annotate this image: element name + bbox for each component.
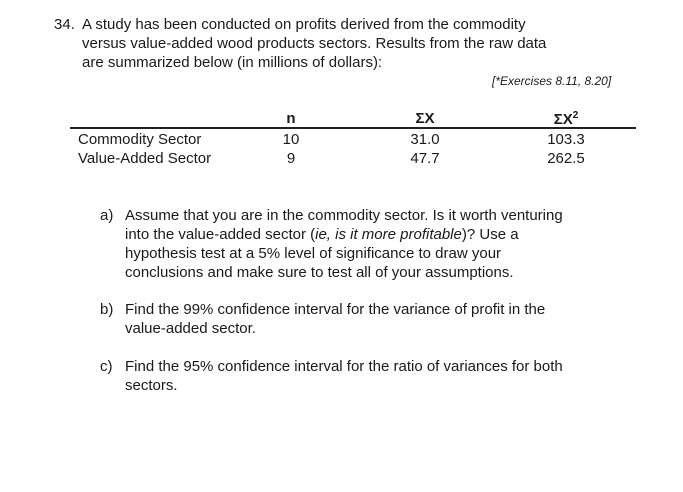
header-sum-x-squared-base: ΣX (553, 111, 573, 128)
table-header-rule (70, 127, 636, 129)
stem-line-1: A study has been conducted on profits derived from the commodity (82, 16, 526, 33)
cell-value-added-n: 9 (286, 150, 296, 167)
header-sum-x-squared (536, 110, 596, 128)
part-b-text (125, 300, 640, 338)
row-label-value-added: Value-Added Sector (78, 150, 212, 167)
header-sum-x-squared-exponent: 2 (572, 110, 579, 121)
row-label-commodity: Commodity Sector (78, 131, 202, 148)
cell-commodity-sum-x2: 103.3 (547, 131, 585, 148)
part-a-line-1: Assume that you are in the commodity sector. Is it worth venturing (125, 207, 563, 224)
part-b-letter: b) (100, 301, 114, 318)
part-a-line-4: conclusions and make sure to test all of your assumptions. (125, 264, 514, 281)
part-a-line-2-pre: into the value-added sector ( (125, 226, 316, 243)
question-number: 34. (54, 16, 75, 33)
part-b-line-1: Find the 99% confidence interval for the variance of profit in the (125, 301, 546, 318)
part-c-line-2: sectors. (125, 377, 178, 394)
part-a-line-2-italic: ie, is it more profitable (315, 226, 462, 243)
part-a-line-2 (125, 225, 640, 244)
header-sum-x: ΣX (415, 110, 435, 127)
summary-table (70, 112, 636, 172)
stem-line-3: are summarized below (in millions of dollars): (82, 54, 383, 71)
part-c-line-1: Find the 95% confidence interval for the ratio of variances for both (125, 358, 563, 375)
part-c-letter: c) (100, 358, 113, 375)
cell-commodity-n: 10 (282, 131, 300, 148)
cell-commodity-sum-x: 31.0 (410, 131, 440, 148)
header-n: n (286, 110, 296, 127)
cell-value-added-sum-x2: 262.5 (547, 150, 585, 167)
question-stem (82, 15, 642, 72)
part-a-line-2-post: )? Use a (461, 226, 519, 243)
cell-value-added-sum-x: 47.7 (410, 150, 440, 167)
part-a-text (125, 206, 640, 282)
part-b-line-2: value-added sector. (125, 320, 256, 337)
part-a-letter: a) (100, 207, 114, 224)
part-c-text (125, 357, 640, 395)
stem-line-2: versus value-added wood products sectors. Results from the raw data (82, 35, 547, 52)
part-a-line-3: hypothesis test at a 5% level of significance to draw your (125, 245, 502, 262)
source-note: [*Exercises 8.11, 8.20] (492, 74, 612, 88)
